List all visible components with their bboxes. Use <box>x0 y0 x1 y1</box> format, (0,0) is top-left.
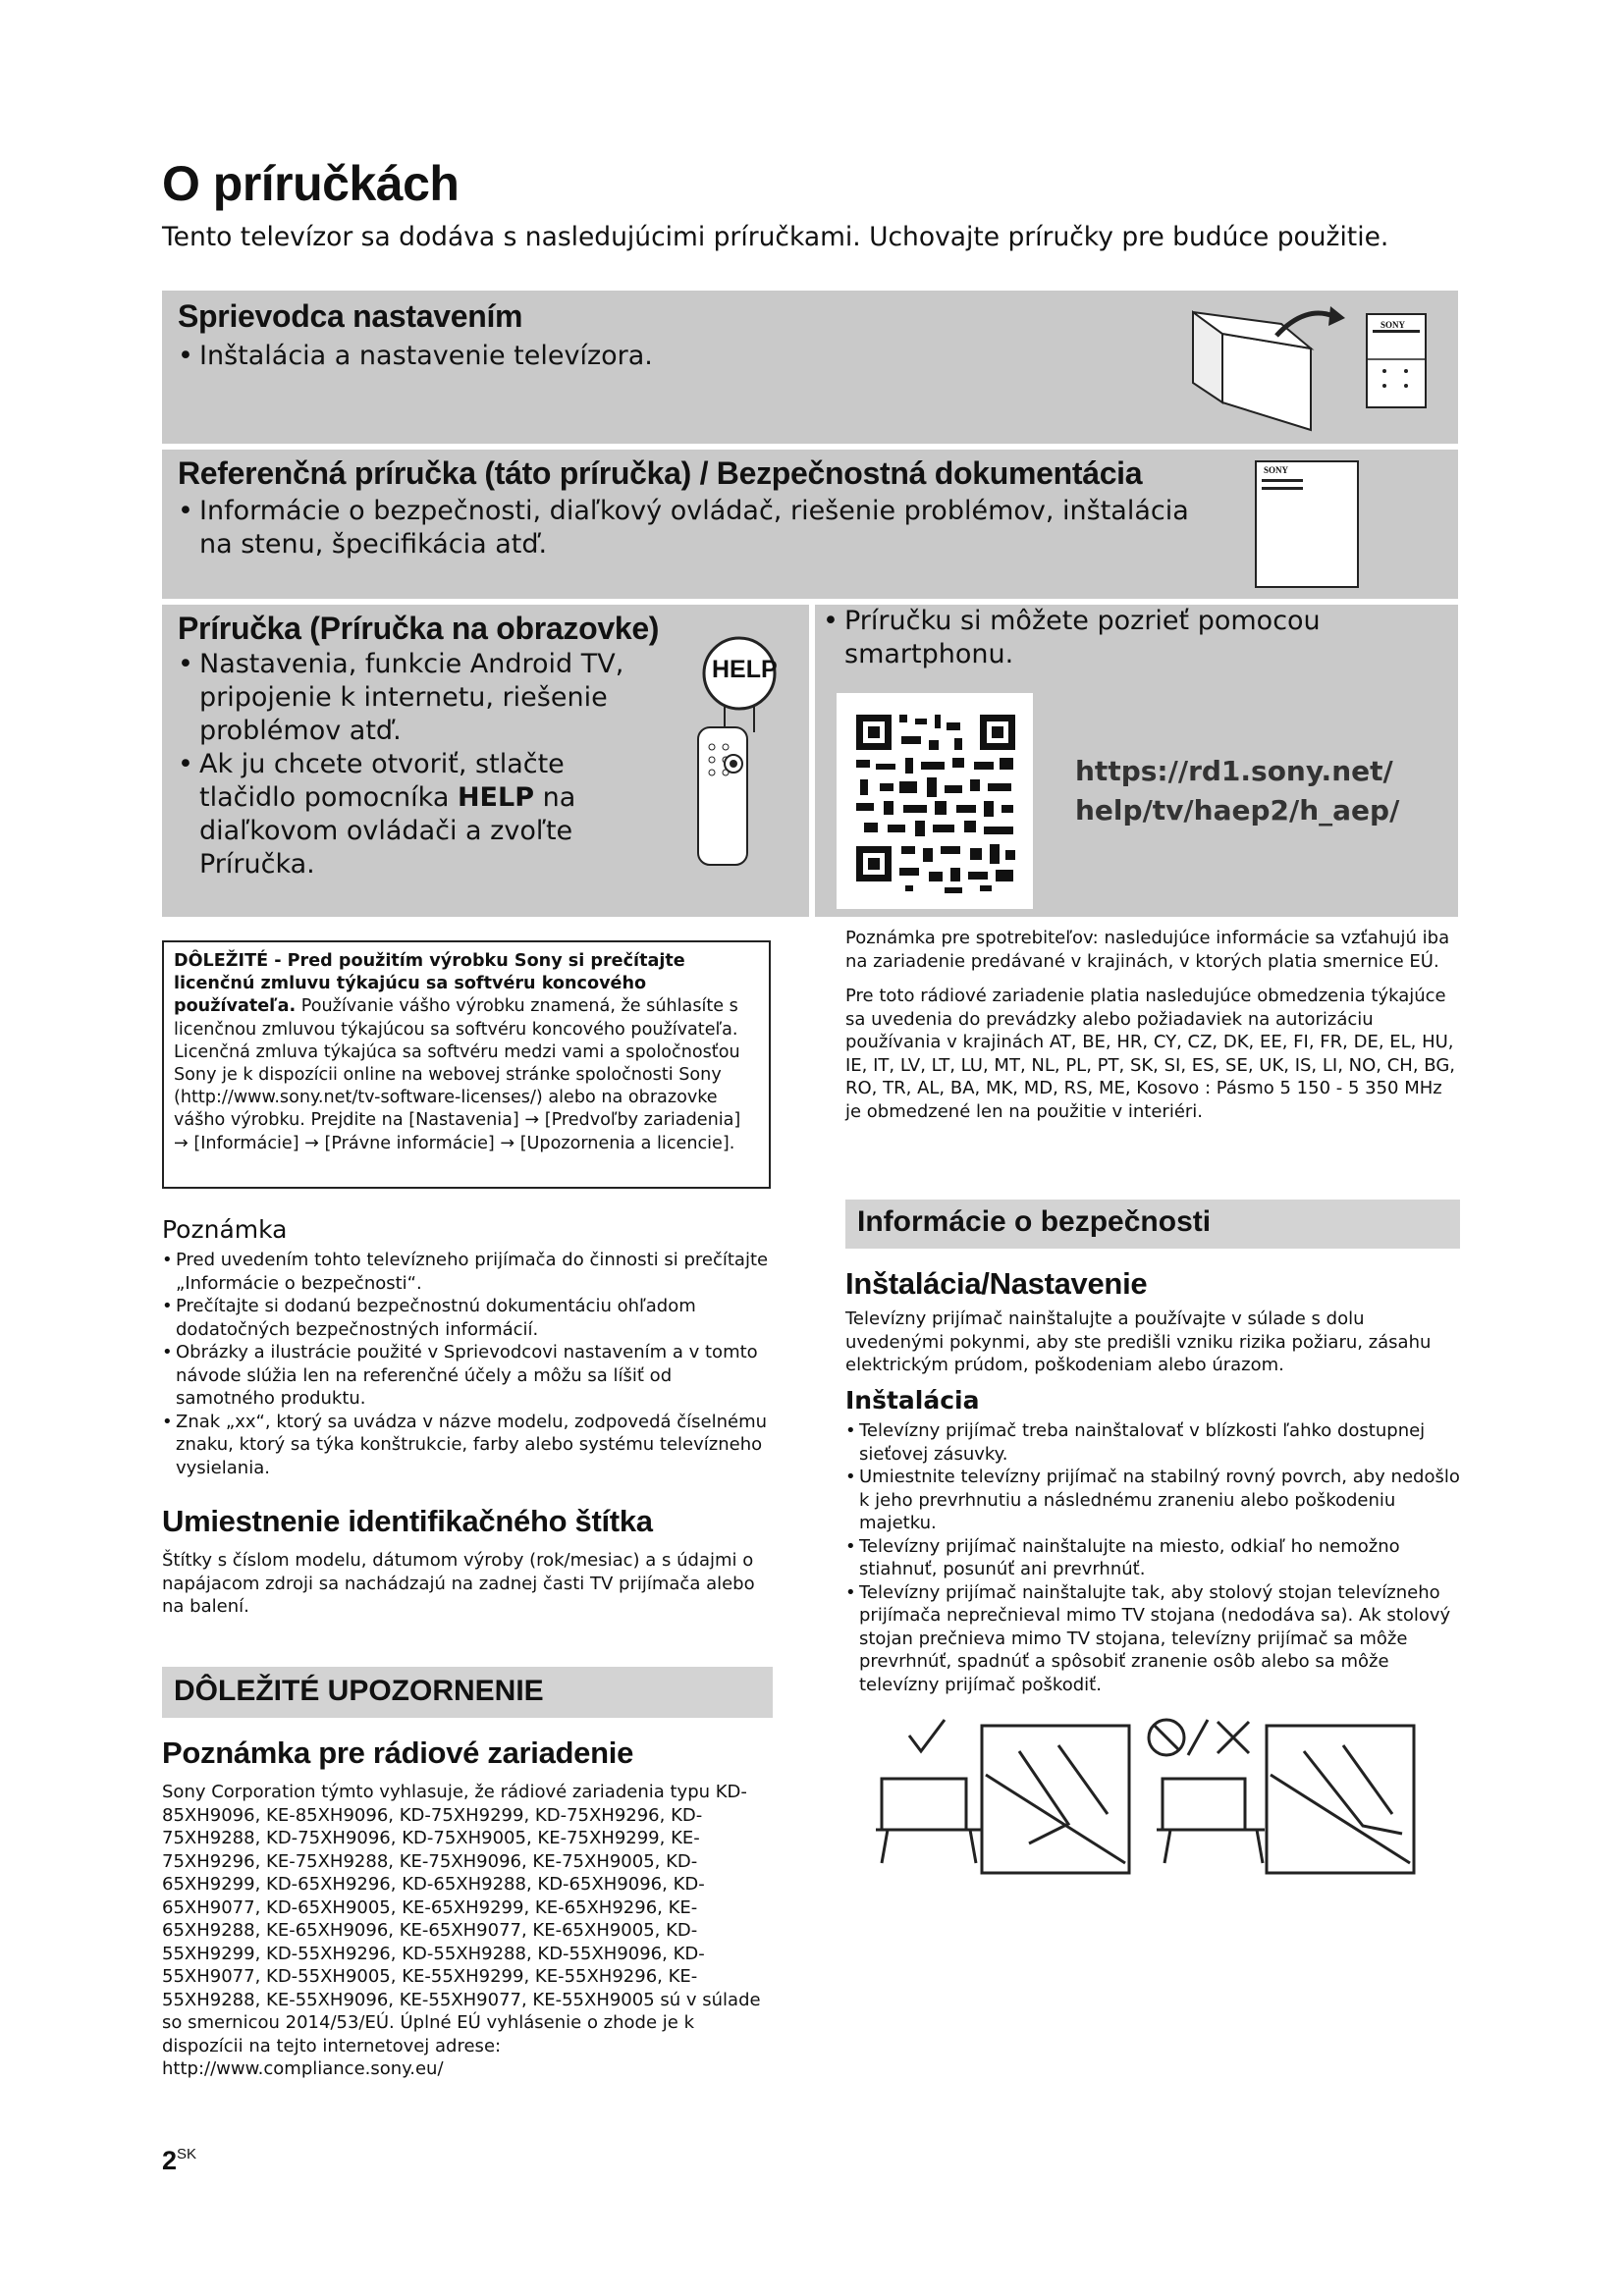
license-notice <box>162 940 771 1189</box>
list-item: • Informácie o bezpečnosti, diaľkový ovládač, riešenie problémov, inštalácia na stenu, špecifikácia atď. <box>178 495 1199 561</box>
radio-section-text: Sony Corporation týmto vyhlasuje, že rádiové zariadenia typu KD-85XH9096, KE-85XH9096, KD-75XH9299, KD-75XH9296, KD-75XH9288, KD-75XH9096, KD-75XH9005, KE-75XH9299, KE-75XH9296, KE-75XH9288, KE-75XH9096, KE-75XH9005, KD-65XH9299, KD-65XH9296, KD-65XH9288, KD-65XH9096, KD-65XH9077, KD-65XH9005, KE-65XH9299, KE-65XH9296, KE-65XH9288, KE-65XH9096, KE-65XH9077, KE-65XH9005, KD-55XH9299, KD-55XH9296, KD-55XH9288, KD-55XH9096, KD-55XH9077, KD-55XH9005, KE-55XH9299, KE-55XH9296, KE-55XH9288, KE-55XH9096, KE-55XH9077, KE-55XH9005 sú v súlade so smernicou 2014/53/EÚ. Úplné EÚ vyhlásenie o zhode je k dispozícii na tejto internetovej adrese: http://www.compliance.sony.eu/ <box>162 1782 761 2079</box>
reference-guide-text <box>178 495 1199 561</box>
list-item: • Inštalácia a nastavenie televízora. <box>178 340 1061 373</box>
list-item: • Televízny prijímač treba nainštalovať v blízkosti ľahko dostupnej sieťovej zásuvky. <box>845 1419 1460 1466</box>
list-item: • Televízny prijímač nainštalujte na miesto, odkiaľ ho nemožno stiahnuť, posunúť ani prevrhnúť. <box>845 1535 1460 1581</box>
check-icon <box>909 1720 945 1751</box>
list-item: • Nastavenia, funkcie Android TV, pripojenie k internetu, riešenie problémov atď. <box>178 648 639 748</box>
list-item: • Obrázky a ilustrácie použité v Sprievodcovi nastavením a v tomto návode slúžia len na referenčné účely a môžu sa líšiť od samotného produktu. <box>162 1341 771 1411</box>
list-item: • Televízny prijímač nainštalujte tak, aby stolový stojan televízneho prijímača neprečnieval mimo TV stojana (nedodáva sa). Ak stolový stojan prečnieva mimo TV stojana, televízny prijímač sa môže prevrhnúť, spadnúť a spôsobiť zranenie osôb alebo sa môže televízny prijímač poškodiť. <box>845 1581 1460 1697</box>
list-item: • Ak ju chcete otvoriť, stlačte tlačidlo pomocníka HELP na diaľkovom ovládači a zvoľte Príručka. <box>178 748 639 881</box>
booklet-illustration <box>1254 459 1362 591</box>
note-title: Poznámka <box>162 1215 288 1244</box>
consumer-note-p2: Pre toto rádiové zariadenie platia nasledujúce obmedzenia týkajúce sa uvedenia do prevádzky alebo požiadaviek na autorizáciu používania v krajinách AT, BE, HR, CY, CZ, DK, EE, FI, FR, DE, EL, HU, IE, IT, LV, LT, LU, MT, NL, PL, PT, SK, SI, ES, SE, UK, IS, LI, NO, CH, BG, RO, TR, AL, BA, MK, MD, RS, ME, Kosovo : Pásmo 5 150 - 5 350 MHz je obmedzené len na použitie v interiéri. <box>845 986 1455 1122</box>
page-number: $2^{SK}$ <box>162 2146 197 2175</box>
consumer-note <box>845 927 1460 1123</box>
setup-guide-title: Sprievodca nastavením <box>178 298 523 334</box>
reference-guide-panel <box>162 450 1458 599</box>
smartphone-panel <box>815 605 1458 917</box>
help-button-label: HELP <box>712 656 778 683</box>
license-notice-text: Používanie vášho výrobku znamená, že súhlasíte s licenčnou zmluvou týkajúcou sa softvéru koncového používateľa. Licenčná zmluva týkajúca sa softvéru medzi vami a spoločnosťou Sony je k dispozícii online na webovej stránke spoločnosti Sony (http://www.sony.net/tv-software-licenses/) alebo na obrazovke vášho výrobku. Prejdite na [Nastavenia] → [Predvoľby zariadenia] → [Informácie] → [Právne informácie] → [Upozornenia a licencie]. <box>174 996 741 1153</box>
help-url[interactable]: https://rd1.sony.net/ help/tv/haep2/h_aep/ <box>1075 755 1400 827</box>
reference-guide-title: Referenčná príručka (táto príručka) / Bezpečnostná dokumentácia <box>178 455 1143 491</box>
label-section-text: Štítky s číslom modelu, dátumom výroby (rok/mesiac) a s údajmi o napájacom zdroji sa nachádzajú na zadnej časti TV prijímača alebo na balení. <box>162 1550 755 1617</box>
radio-section-title: Poznámka pre rádiové zariadenie <box>162 1735 634 1770</box>
list-item: • Prečítajte si dodanú bezpečnostnú dokumentáciu ohľadom dodatočných bezpečnostných informácií. <box>162 1295 771 1341</box>
safety-info-bar: Informácie o bezpečnosti <box>845 1200 1460 1249</box>
smartphone-text <box>823 605 1373 671</box>
setup-guide-text <box>178 340 1061 373</box>
label-section-title: Umiestnenie identifikačného štítka <box>162 1504 653 1538</box>
help-guide-title: Príručka (Príručka na obrazovke) <box>178 611 660 646</box>
sony-logo: SONY <box>1264 465 1289 475</box>
list-item: • Umiestnite televízny prijímač na stabilný rovný povrch, aby nedošlo k jeho prevrhnutiu a následnému zraneniu alebo poškodeniu majetku. <box>845 1466 1460 1535</box>
intro-text: Tento televízor sa dodáva s nasledujúcimi príručkami. Uchovajte príručky pre budúce použitie. <box>162 222 1389 252</box>
page-title: O príručkách <box>162 156 460 211</box>
setup-guide-panel <box>162 291 1458 444</box>
cross-icon <box>1218 1722 1249 1753</box>
qr-code-area <box>837 693 1033 909</box>
installation-list <box>845 1419 1460 1696</box>
installation-setup-text: Televízny prijímač nainštalujte a používajte v súlade s dolu uvedenými pokynmi, aby ste predišli vzniku rizika požiaru, zásahu elektrickým prúdom, poškodeniam alebo úrazom. <box>845 1308 1432 1375</box>
license-notice-title: DÔLEŽITÉ - Pred použitím výrobku Sony si prečítajte licenčnú zmluvu týkajúcu sa softvéru koncového používateľa. <box>174 951 685 1017</box>
help-guide-panel <box>162 605 809 917</box>
installation-setup-title: Inštalácia/Nastavenie <box>845 1266 1148 1301</box>
tv-stand-illustration <box>872 1716 1432 1881</box>
consumer-note-p1: Poznámka pre spotrebiteľov: nasledujúce informácie sa vzťahujú iba na zariadenie predávané v krajinách, v ktorých platia smernice EÚ. <box>845 928 1450 972</box>
help-guide-text <box>178 648 639 881</box>
list-item: • Pred uvedením tohto televízneho prijímača do činnosti si prečítajte „Informácie o bezpečnosti“. <box>162 1249 771 1295</box>
installation-title: Inštalácia <box>845 1386 980 1415</box>
tv-box-illustration <box>1188 304 1355 432</box>
important-notice-bar: DÔLEŽITÉ UPOZORNENIE <box>162 1667 773 1718</box>
qr-code-icon <box>837 693 1033 909</box>
note-list <box>162 1249 771 1479</box>
list-item: • Znak „xx“, ktorý sa uvádza v názve modelu, zodpovedá číselnému znaku, ktorý sa týka konštrukcie, farby alebo systému televízneho vysielania. <box>162 1411 771 1480</box>
list-item: • Príručku si môžete pozrieť pomocou smartphonu. <box>823 605 1373 671</box>
sony-logo: SONY <box>1380 320 1406 330</box>
